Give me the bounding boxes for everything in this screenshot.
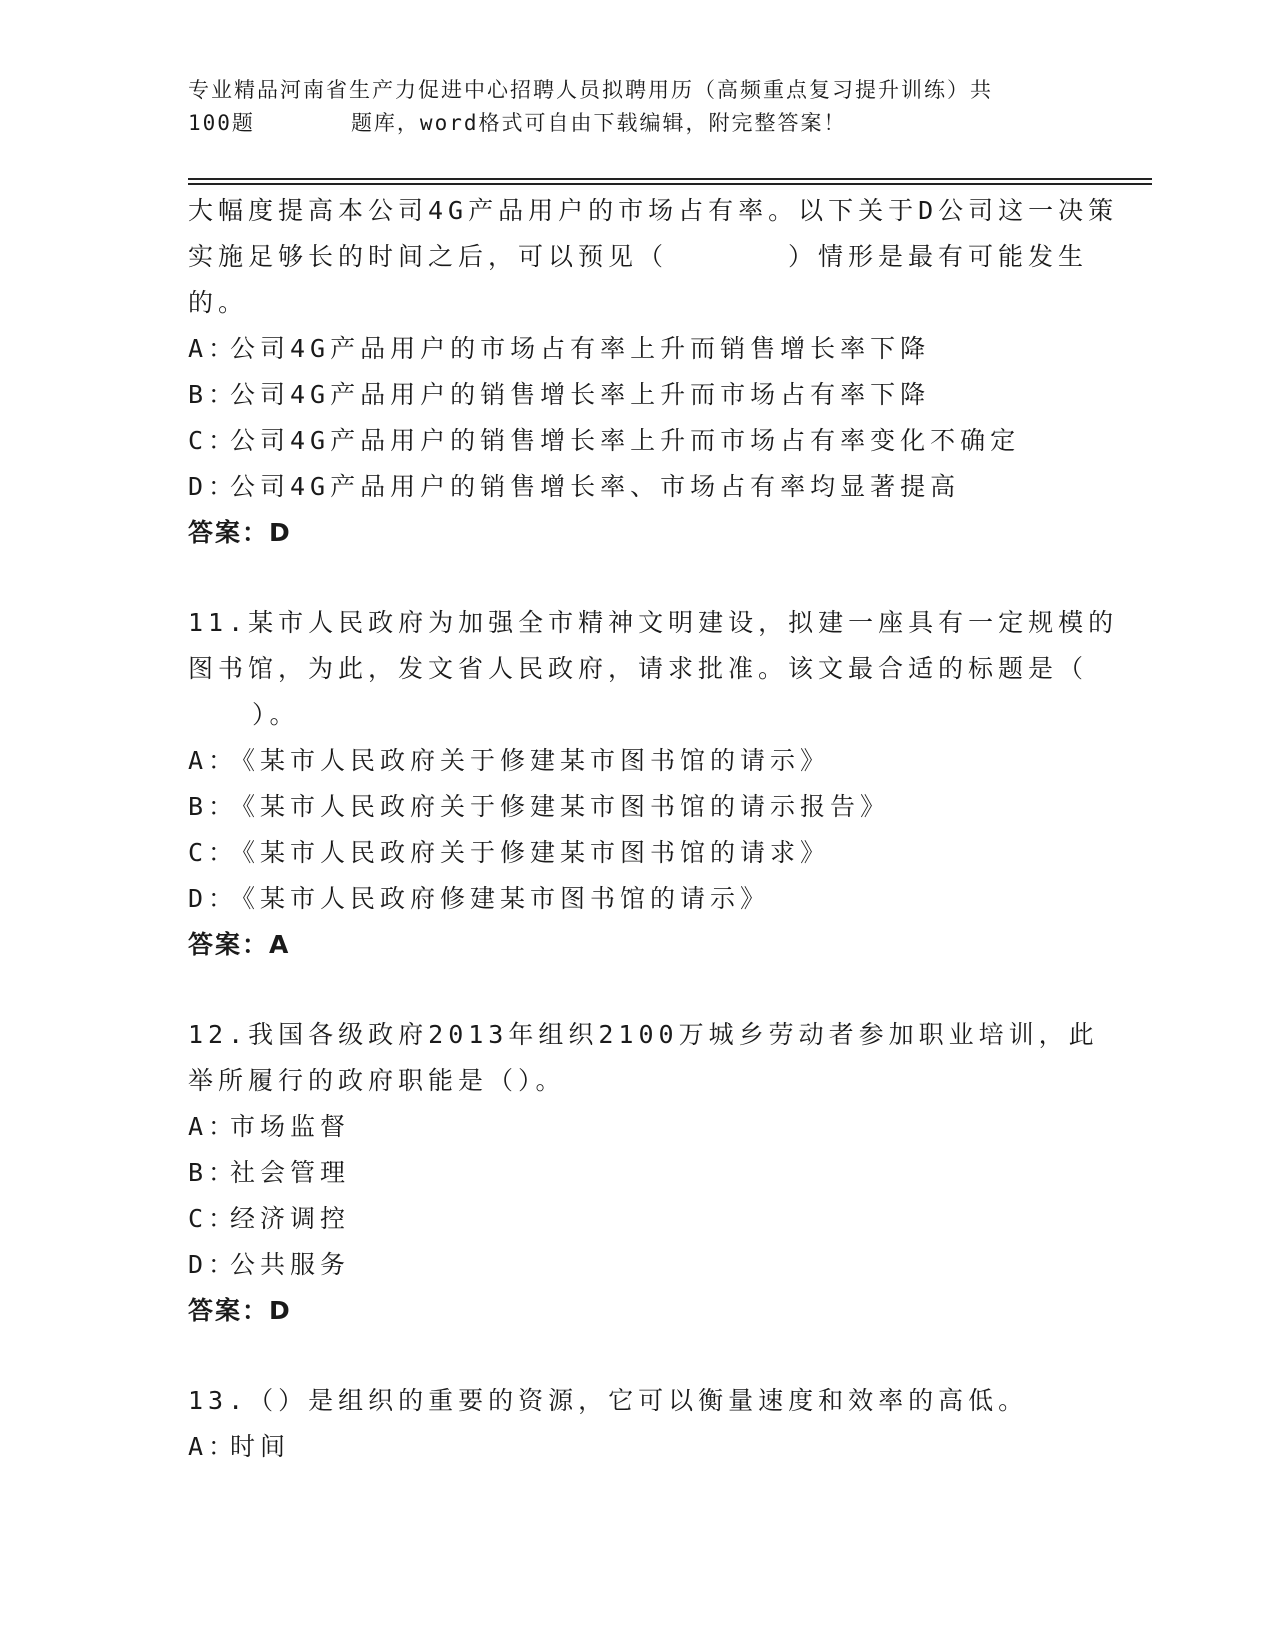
stem-text-end: ）。	[252, 700, 300, 729]
option-text: 社会管理	[230, 1158, 351, 1187]
option-key: D：	[188, 884, 239, 913]
option-b	[188, 784, 1128, 830]
document-header	[188, 74, 1148, 140]
question-stem	[188, 188, 1128, 326]
stem-text: 11.某市人民政府为加强全市精神文明建设，拟建一座具有一定规模的图书馆，为此，发文省人民政府，请求批准。该文最合适的标题是（	[188, 608, 1119, 683]
option-a	[188, 738, 1128, 784]
option-key: C：	[188, 426, 239, 455]
header-rule-thick	[188, 178, 1152, 180]
header-question-count: 100题	[188, 111, 255, 135]
option-key: C：	[188, 1204, 239, 1233]
stem-text-end: ）情形是最有可能发生的。	[188, 242, 1089, 317]
option-key: B：	[188, 1158, 239, 1187]
option-text: 《某市人民政府关于修建某市图书馆的请求》	[230, 838, 831, 867]
option-text: 公司4G产品用户的市场占有率上升而销售增长率下降	[230, 334, 931, 363]
question-list	[188, 188, 1128, 1470]
question-13	[188, 1378, 1128, 1470]
option-text: 公司4G产品用户的销售增长率上升而市场占有率下降	[230, 380, 931, 409]
option-d	[188, 1242, 1128, 1288]
option-key: C：	[188, 838, 239, 867]
option-key: A：	[188, 334, 239, 363]
option-a	[188, 326, 1128, 372]
option-key: D：	[188, 472, 239, 501]
option-text: 《某市人民政府关于修建某市图书馆的请示》	[230, 746, 831, 775]
header-description: 题库，word格式可自由下载编辑，附完整答案！	[350, 111, 847, 135]
option-a	[188, 1424, 1128, 1470]
option-a	[188, 1104, 1128, 1150]
option-d	[188, 464, 1128, 510]
option-key: A：	[188, 746, 239, 775]
option-text: 时间	[230, 1432, 291, 1461]
option-key: B：	[188, 792, 239, 821]
option-b	[188, 1150, 1128, 1196]
header-title-line1: 专业精品河南省生产力促进中心招聘人员拟聘用历（高频重点复习提升训练）共	[188, 78, 993, 102]
option-b	[188, 372, 1128, 418]
option-text: 《某市人民政府关于修建某市图书馆的请示报告》	[230, 792, 891, 821]
header-gap	[255, 107, 351, 140]
question-10	[188, 188, 1128, 556]
option-d	[188, 876, 1128, 922]
question-stem: 13.（）是组织的重要的资源，它可以衡量速度和效率的高低。	[188, 1386, 1029, 1415]
question-12	[188, 1012, 1128, 1334]
option-text: 《某市人民政府修建某市图书馆的请示》	[230, 884, 771, 913]
answer-line: 答案：D	[188, 1296, 292, 1325]
stem-text: 大幅度提高本公司4G产品用户的市场占有率。以下关于D公司这一决策实施足够长的时间之后，可以预见（	[188, 196, 1119, 271]
answer-line: 答案：A	[188, 930, 291, 959]
option-text: 公司4G产品用户的销售增长率上升而市场占有率变化不确定	[230, 426, 1021, 455]
option-c	[188, 418, 1128, 464]
question-11	[188, 600, 1128, 968]
option-key: D：	[188, 1250, 239, 1279]
header-title-line2	[188, 107, 1148, 140]
option-text: 公司4G产品用户的销售增长率、市场占有率均显著提高	[230, 472, 961, 501]
option-c	[188, 830, 1128, 876]
option-key: A：	[188, 1112, 239, 1141]
header-rule-thin	[188, 183, 1152, 185]
option-key: B：	[188, 380, 239, 409]
question-stem: 12.我国各级政府2013年组织2100万城乡劳动者参加职业培训，此举所履行的政府职能是（）。	[188, 1020, 1099, 1095]
option-text: 经济调控	[230, 1204, 351, 1233]
option-text: 市场监督	[230, 1112, 351, 1141]
option-text: 公共服务	[230, 1250, 351, 1279]
question-stem	[188, 600, 1128, 738]
answer-line: 答案：D	[188, 518, 292, 547]
option-key: A：	[188, 1432, 239, 1461]
option-c	[188, 1196, 1128, 1242]
